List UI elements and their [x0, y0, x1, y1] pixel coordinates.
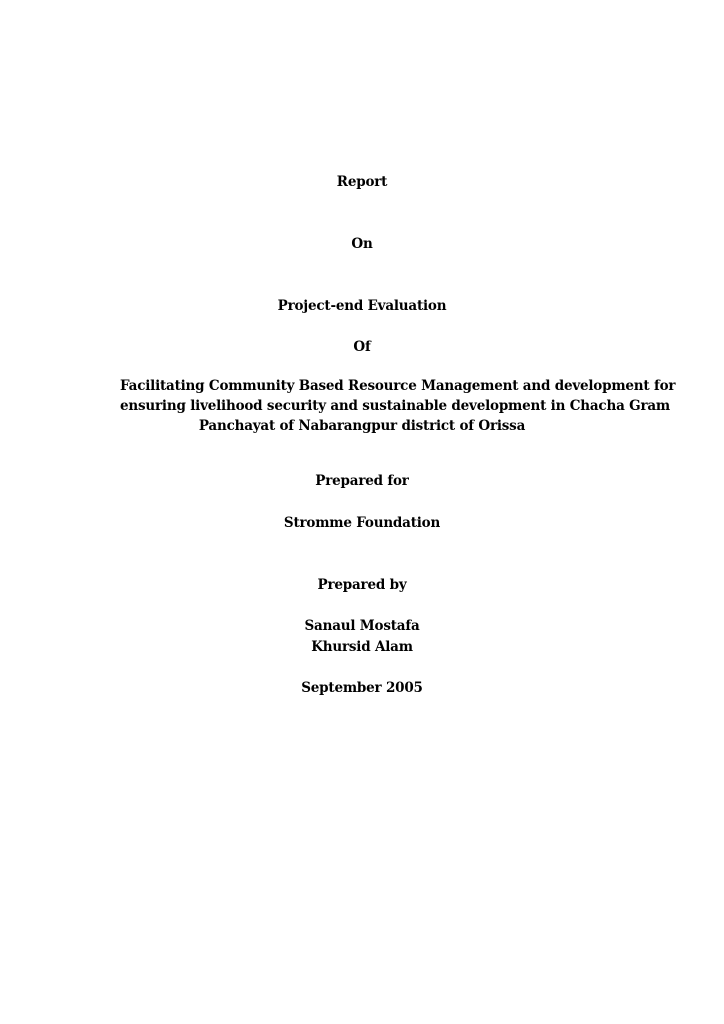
project-title: Project-end Evaluation — [277, 298, 447, 314]
author-1: Sanaul Mostafa — [304, 618, 420, 634]
report-subject — [120, 376, 676, 436]
report-date: September 2005 — [301, 680, 423, 696]
prepared-for-organization: Stromme Foundation — [283, 515, 441, 531]
of-connector: Of — [353, 339, 371, 355]
subject-line-3: Panchayat of Nabarangpur district of Orissa — [198, 418, 526, 434]
subject-line-2: ensuring livelihood security and sustainable development in Chacha Gram — [120, 398, 670, 414]
author-2: Khursid Alam — [311, 639, 413, 655]
on-connector: On — [351, 236, 373, 252]
report-heading: Report — [336, 174, 388, 190]
prepared-for-label: Prepared for — [315, 473, 409, 489]
subject-line-1: Facilitating Community Based Resource Management and development for — [120, 378, 676, 394]
prepared-by-label: Prepared by — [317, 577, 407, 593]
